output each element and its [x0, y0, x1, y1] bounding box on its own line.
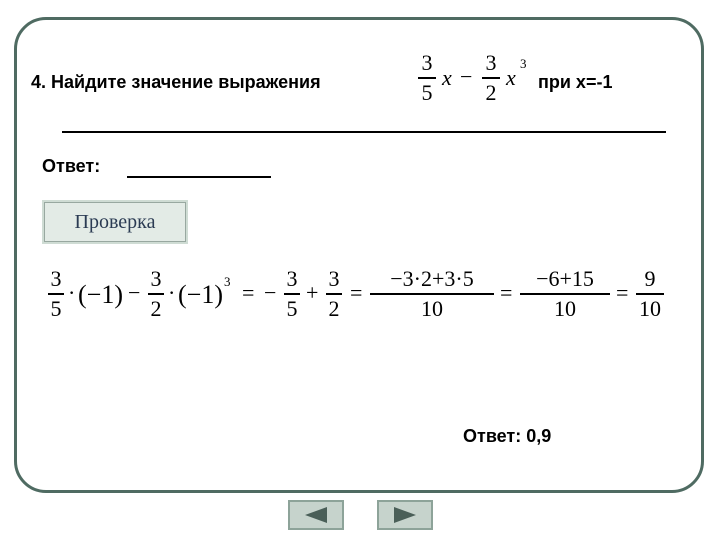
- fraction-bar: [48, 293, 64, 295]
- task-underline: [62, 131, 666, 133]
- fraction-bar: [418, 77, 436, 79]
- fraction: [636, 266, 664, 322]
- fraction: [326, 266, 342, 322]
- minus-sign: −: [460, 64, 473, 89]
- fraction-denominator: 10: [554, 295, 576, 321]
- fraction-numerator: −3·2+3·5: [390, 266, 474, 291]
- right-triangle-icon: [390, 505, 420, 525]
- fraction-bar: [520, 293, 610, 295]
- fraction-numerator: 3: [328, 266, 340, 291]
- minus-sign: −: [264, 280, 277, 305]
- fraction-denominator: 2: [328, 295, 340, 321]
- fraction: [48, 266, 64, 322]
- fraction-3-2: [482, 50, 500, 106]
- equals-sign: =: [500, 280, 513, 305]
- fraction-numerator: 3: [421, 50, 433, 75]
- plus-sign: +: [306, 280, 319, 305]
- left-triangle-icon: [301, 505, 331, 525]
- fraction-bar: [148, 293, 164, 295]
- dot-operator: ·: [168, 280, 176, 305]
- final-answer: Ответ: 0,9: [463, 426, 552, 446]
- equals-sign: =: [616, 280, 629, 305]
- fraction: [284, 266, 300, 322]
- fraction-bar: [482, 77, 500, 79]
- fraction: [148, 266, 164, 322]
- fraction-denominator: 5: [50, 295, 62, 321]
- variable-x-cubed: x: [506, 65, 516, 90]
- fraction-numerator: 3: [286, 266, 298, 291]
- fraction-3-5: [418, 50, 436, 106]
- minus-sign: −: [128, 280, 141, 305]
- fraction-bar: [284, 293, 300, 295]
- fraction-numerator: 3: [150, 266, 162, 291]
- dot-operator: ·: [68, 280, 76, 305]
- negative-one: (−1): [178, 280, 223, 309]
- task-text: 4. Найдите значение выражения: [31, 72, 321, 92]
- equals-sign: =: [350, 280, 363, 305]
- fraction: [520, 266, 610, 322]
- fraction-numerator: −6+15: [536, 266, 594, 291]
- solution-formula: [44, 262, 684, 342]
- fraction-bar: [326, 293, 342, 295]
- fraction-numerator: 3: [50, 266, 62, 291]
- fraction-denominator: 10: [639, 295, 661, 321]
- answer-label: Ответ:: [42, 156, 101, 176]
- equals-sign: =: [242, 280, 255, 305]
- next-slide-button[interactable]: [377, 500, 433, 530]
- fraction-denominator: 2: [485, 79, 497, 105]
- check-button[interactable]: Проверка: [44, 202, 186, 242]
- fraction-denominator: 5: [286, 295, 298, 321]
- fraction-denominator: 2: [150, 295, 162, 321]
- variable-x: x: [442, 65, 452, 90]
- task-condition: при x=-1: [538, 72, 613, 92]
- exponent-3: 3: [520, 56, 527, 71]
- fraction-bar: [370, 293, 494, 295]
- fraction-numerator: 9: [644, 266, 656, 291]
- fraction: [370, 266, 494, 322]
- answer-blank-field[interactable]: [127, 176, 271, 178]
- fraction-denominator: 5: [421, 79, 433, 105]
- negative-one: (−1): [78, 280, 123, 309]
- fraction-bar: [636, 293, 664, 295]
- fraction-numerator: 3: [485, 50, 497, 75]
- task-expression: [418, 50, 543, 125]
- fraction-denominator: 10: [421, 295, 443, 321]
- previous-slide-button[interactable]: [288, 500, 344, 530]
- exponent-3: 3: [224, 274, 231, 289]
